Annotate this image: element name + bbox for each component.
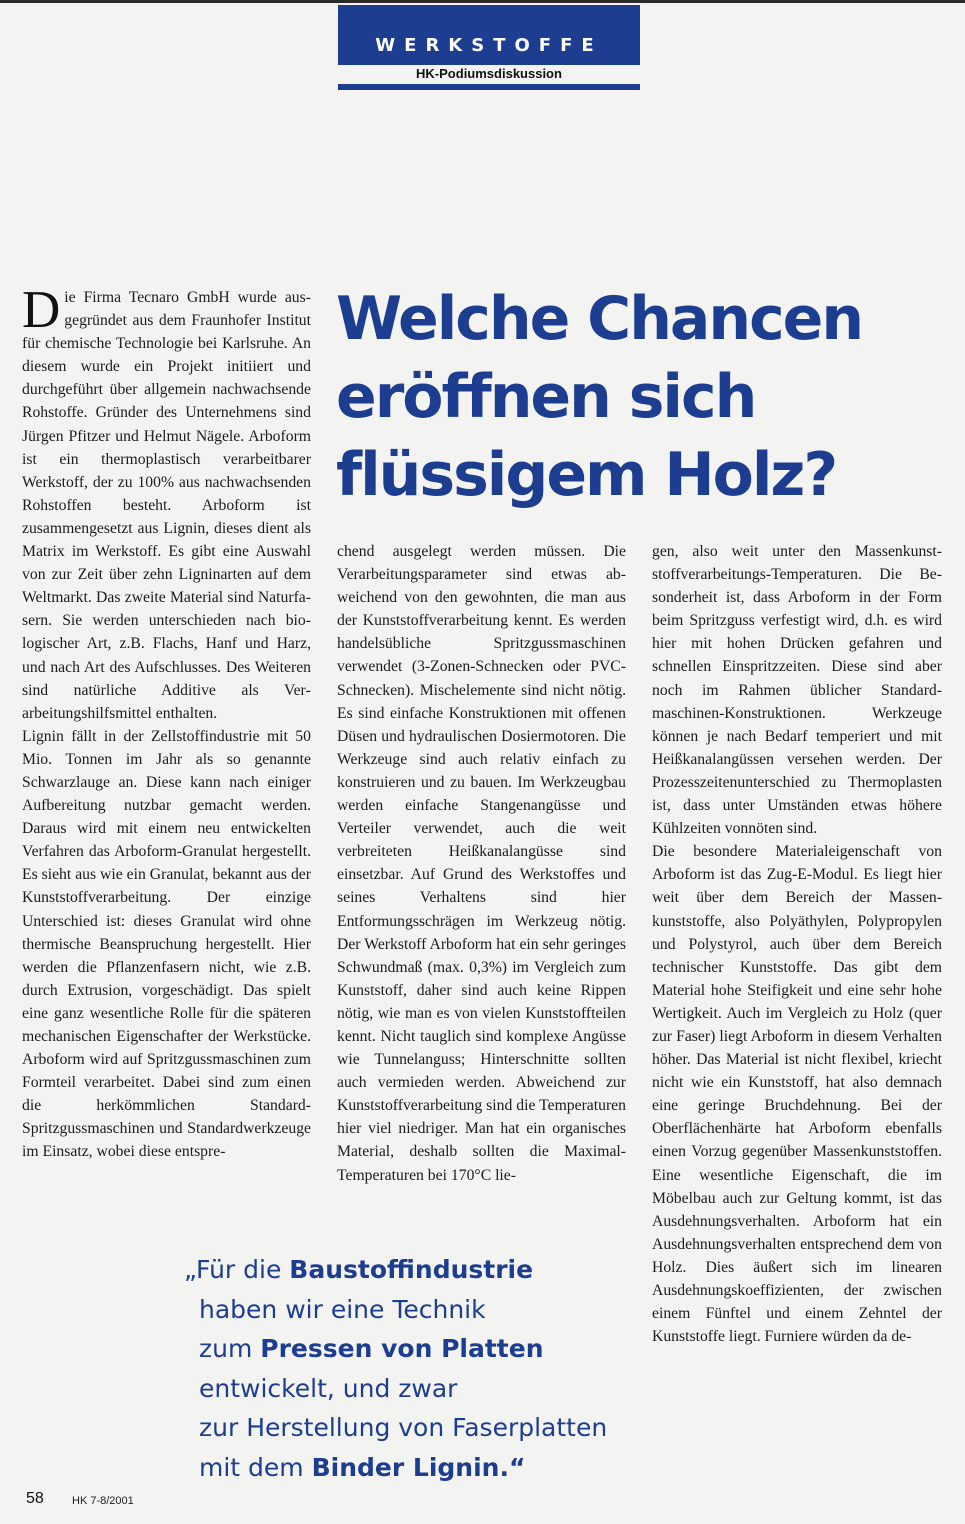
quote-line — [184, 1250, 644, 1290]
quote-emphasis: Binder Lignin.“ — [311, 1452, 526, 1482]
top-rule — [0, 0, 965, 3]
quote-line: haben wir eine Technik — [199, 1294, 486, 1324]
quote-line: zur Herstellung von Faserplatten — [199, 1413, 608, 1442]
quote-text: mit dem — [199, 1452, 312, 1482]
quote-emphasis: Baustoffindustrie — [289, 1255, 534, 1284]
quote-line — [184, 1329, 644, 1369]
quote-text: „Für die — [184, 1255, 290, 1284]
article-paragraph: Die besondere Materialeigenschaft von Arboform ist das Zug-E-Modul. Es liegt hier weit über dem Bereich der Massenkunststoffe, also Polyäthylen, Polypropylen und Polystyrol, auch über dem Bereich technischer Kunststoffe. Das gibt dem Material hohe Steifigkeit und eine sehr hohe Wertigkeit. Auch im Vergleich zu Holz (quer zur Faser) liegt Arboform in diesem Verhalten höher. Das Material ist nicht flexibel, kriecht nicht wie ein Kunststoff, hat also demnach eine geringe Bruchdehnung. Bei der Oberflächenhärte hat Arboform ebenfalls einen Vorzug gegenüber Massenkunststoffen. Eine wesentliche Eigenschaft, die im Möbelbau auch zur Geltung kommt, ist das Ausdehnungsverhalten. Arboform hat ein Ausdehnungsverhalten entsprechend dem von Holz. Dies äußert sich im linearen Ausdehnungskoeffizienten, der zwischen einem Fünftel und einem Zehntel der Kunststoffe liegt. Furniere würden da de- — [652, 843, 942, 1346]
article-paragraph: chend ausgelegt werden müssen. Die Verarbeitungsparameter sind etwas abweichend von den gewohnten, die man aus der Kunststoffverarbeitung kennt. Es werden handelsübliche Spritzgussmaschinen verwendet (3-Zonen-Schnecken oder PVC-Schnecken). Mischelemente sind nicht nötig. Es sind einfache Konstruktionen mit offenen Düsen und hydraulischen Dosiermotoren. Die Werkzeuge sind auch relativ einfach zu konstruieren und zu bauen. Im Werkzeugbau werden einfache Stangenangüsse und Verteiler verwendet, auch die weit verbreiteten Heißkanalangüsse sind einsetzbar. Auf Grund des Werkstoffes und seines Verhaltens sind hier Entformungsschrägen im Werkzeug nötig. Der Werkstoff Arboform hat ein sehr geringes Schwundmaß (max. 0,3%) im Vergleich zum Kunststoff, daher sind auch keine Rippen nötig, wie man es von vielen Kunststoffteilen kennt. Nicht tauglich sind komplexe Angüsse wie Tunnelanguss; Hinterschnitte sollten auch vermieden werden. Abweichend zur Kunststoffverarbeitung sind die Temperaturen hier viel niedriger. Man hat ein organisches Material, deshalb sollten die Maximal-Temperaturen bei 170°C lie- — [337, 543, 626, 1184]
section-label: WERKSTOFFE — [375, 35, 603, 56]
quote-line — [184, 1448, 644, 1488]
article-paragraph — [22, 281, 311, 725]
article-column-1 — [22, 281, 311, 1164]
headline-line: eröffnen sich — [336, 362, 756, 432]
headline-line: Welche Chancen — [336, 284, 863, 354]
section-banner — [338, 5, 640, 65]
quote-emphasis: Pressen von Platten — [260, 1334, 544, 1363]
headline — [336, 280, 961, 514]
quote-line: entwickelt, und zwar — [199, 1373, 458, 1403]
pull-quote — [184, 1250, 644, 1487]
issue-label: HK 7-8/2001 — [72, 1495, 134, 1507]
page-number: 58 — [26, 1490, 44, 1507]
section-rule — [338, 84, 640, 90]
article-column-2 — [337, 540, 626, 1187]
section-subtitle: HK-Podiumsdiskussion — [416, 66, 562, 81]
quote-text: zum — [199, 1334, 261, 1363]
article-paragraph: gen, also weit unter den Massenkunststoffverarbeitungs-Temperaturen. Die Besonderheit ist, dass Arboform in der Form beim Spritzguss verfestigt wird, d.h. es wird hier mit hohen Drücken gefahren und schnellen Einspritzzeiten. Diese sind aber noch im Rahmen üblicher Standardmaschinen-Konstruktionen. Werkzeuge können je nach Bedarf temperiert und mit Heißkanalangüssen versehen werden. Der Prozesszeitenunterschied zu Thermoplasten ist, dass unter Umständen etwas höhere Kühlzeiten vonnöten sind. — [652, 543, 942, 838]
article-column-3 — [652, 540, 942, 1348]
drop-cap: D — [22, 281, 61, 339]
paragraph-text: ie Firma Tecnaro GmbH wurde ausgegründet aus dem Fraunhofer Institut für chemische Technologie bei Karlsruhe. An diesem wurde ein Projekt initiiert und durchgeführt über allgemein nachwachsende Rohstoffe. Gründer des Unternehmens sind Jürgen Pfitzer und Helmut Nägele. Arboform ist ein thermoplastisch verarbeitbarer Werkstoff, der zu 100% aus nachwachsenden Rohstoffen besteht. Arboform ist zusammengesetzt aus Lignin, dieses dient als Matrix im Werkstoff. Es gibt eine Auswahl von zur Zeit über zehn Ligninarten auf dem Weltmarkt. Das zweite Material sind Naturfasern. Sie werden unterschieden nach biologischer Art, z.B. Flachs, Hanf und Harz, und nach Art des Aufschlusses. Des Weiteren sind natürliche Additive als Verarbeitungshilfsmittel enthalten. — [22, 289, 311, 722]
article-paragraph: Lignin fällt in der Zellstoffindustrie mit 50 Mio. Tonnen im Jahr als so genannte Schwarzlauge an. Diese kann nach einiger Aufbereitung nutzbar gemacht werden. Daraus wird mit einem neu entwickelten Verfahren das Arboform-Granulat hergestellt. Es sieht aus wie ein Granulat, bekannt aus der Kunststoffverarbeitung. Der einzige Unterschied ist: dieses Granulat wird ohne thermische Beanspruchung hergestellt. Hier werden die Pflanzenfasern nicht, wie z.B. durch Extrusion, vorgeschädigt. Das spielt eine ganz wesentliche Rolle für die späteren mechanischen Eigenschafter der Werkstücke. Arboform wird auf Spritzgussmaschinen zum Formteil verarbeitet. Dabei sind zum einen die herkömmlichen Standard-Spritzgussmaschinen und Standardwerkzeuge im Einsatz, wobei diese entspre- — [22, 727, 311, 1161]
headline-line: flüssigem Holz? — [336, 440, 837, 510]
